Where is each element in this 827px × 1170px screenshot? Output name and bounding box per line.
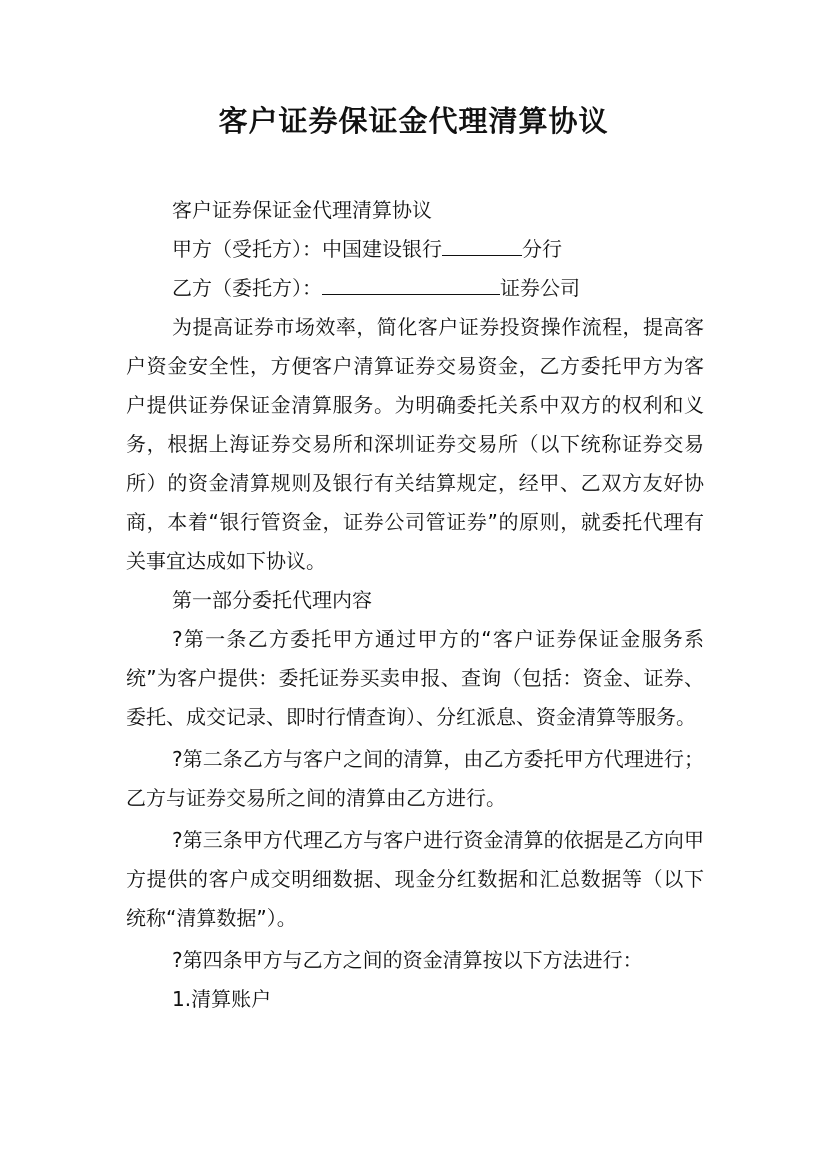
branch-blank xyxy=(442,231,522,256)
party-a-suffix: 分行 xyxy=(522,237,562,261)
party-b-suffix: 证券公司 xyxy=(500,276,580,300)
document-body xyxy=(126,191,704,1019)
party-b-prefix: 乙方（委托方）： xyxy=(172,276,322,300)
preamble-paragraph: 为提高证券市场效率，简化客户证券投资操作流程，提高客户资金安全性，方便客户清算证券交易资金，乙方委托甲方为客户提供证券保证金清算服务。为明确委托关系中双方的权利和义务，根据上海证券交易所和深圳证券交易所（以下统称证券交易所）的资金清算规则及银行有关结算规定，经甲、乙双方友好协商，本着“银行管资金，证券公司管证券”的原则，就委托代理有关事宜达成如下协议。 xyxy=(126,315,704,573)
securities-company-blank xyxy=(322,270,500,295)
article-3: ?第三条甲方代理乙方与客户进行资金清算的依据是乙方向甲方提供的客户成交明细数据、现金分红数据和汇总数据等（以下统称“清算数据”）。 xyxy=(126,828,704,930)
article-2: ?第二条乙方与客户之间的清算，由乙方委托甲方代理进行；乙方与证券交易所之间的清算由乙方进行。 xyxy=(126,747,704,810)
part1-heading: 第一部分委托代理内容 xyxy=(172,588,372,612)
document-subtitle: 客户证券保证金代理清算协议 xyxy=(172,198,432,222)
party-a-line xyxy=(126,230,704,269)
party-b-line xyxy=(126,269,704,308)
item-1-heading: 1.清算账户 xyxy=(172,987,272,1011)
article-1: ?第一条乙方委托甲方通过甲方的“客户证券保证金服务系统”为客户提供：委托证券买卖申报、查询（包括：资金、证券、委托、成交记录、即时行情查询）、分红派息、资金清算等服务。 xyxy=(126,627,704,729)
article-4: ?第四条甲方与乙方之间的资金清算按以下方法进行： xyxy=(172,948,643,972)
document-title: 客户证券保证金代理清算协议 xyxy=(218,104,609,138)
party-a-prefix: 甲方（受托方）：中国建设银行 xyxy=(172,237,442,261)
